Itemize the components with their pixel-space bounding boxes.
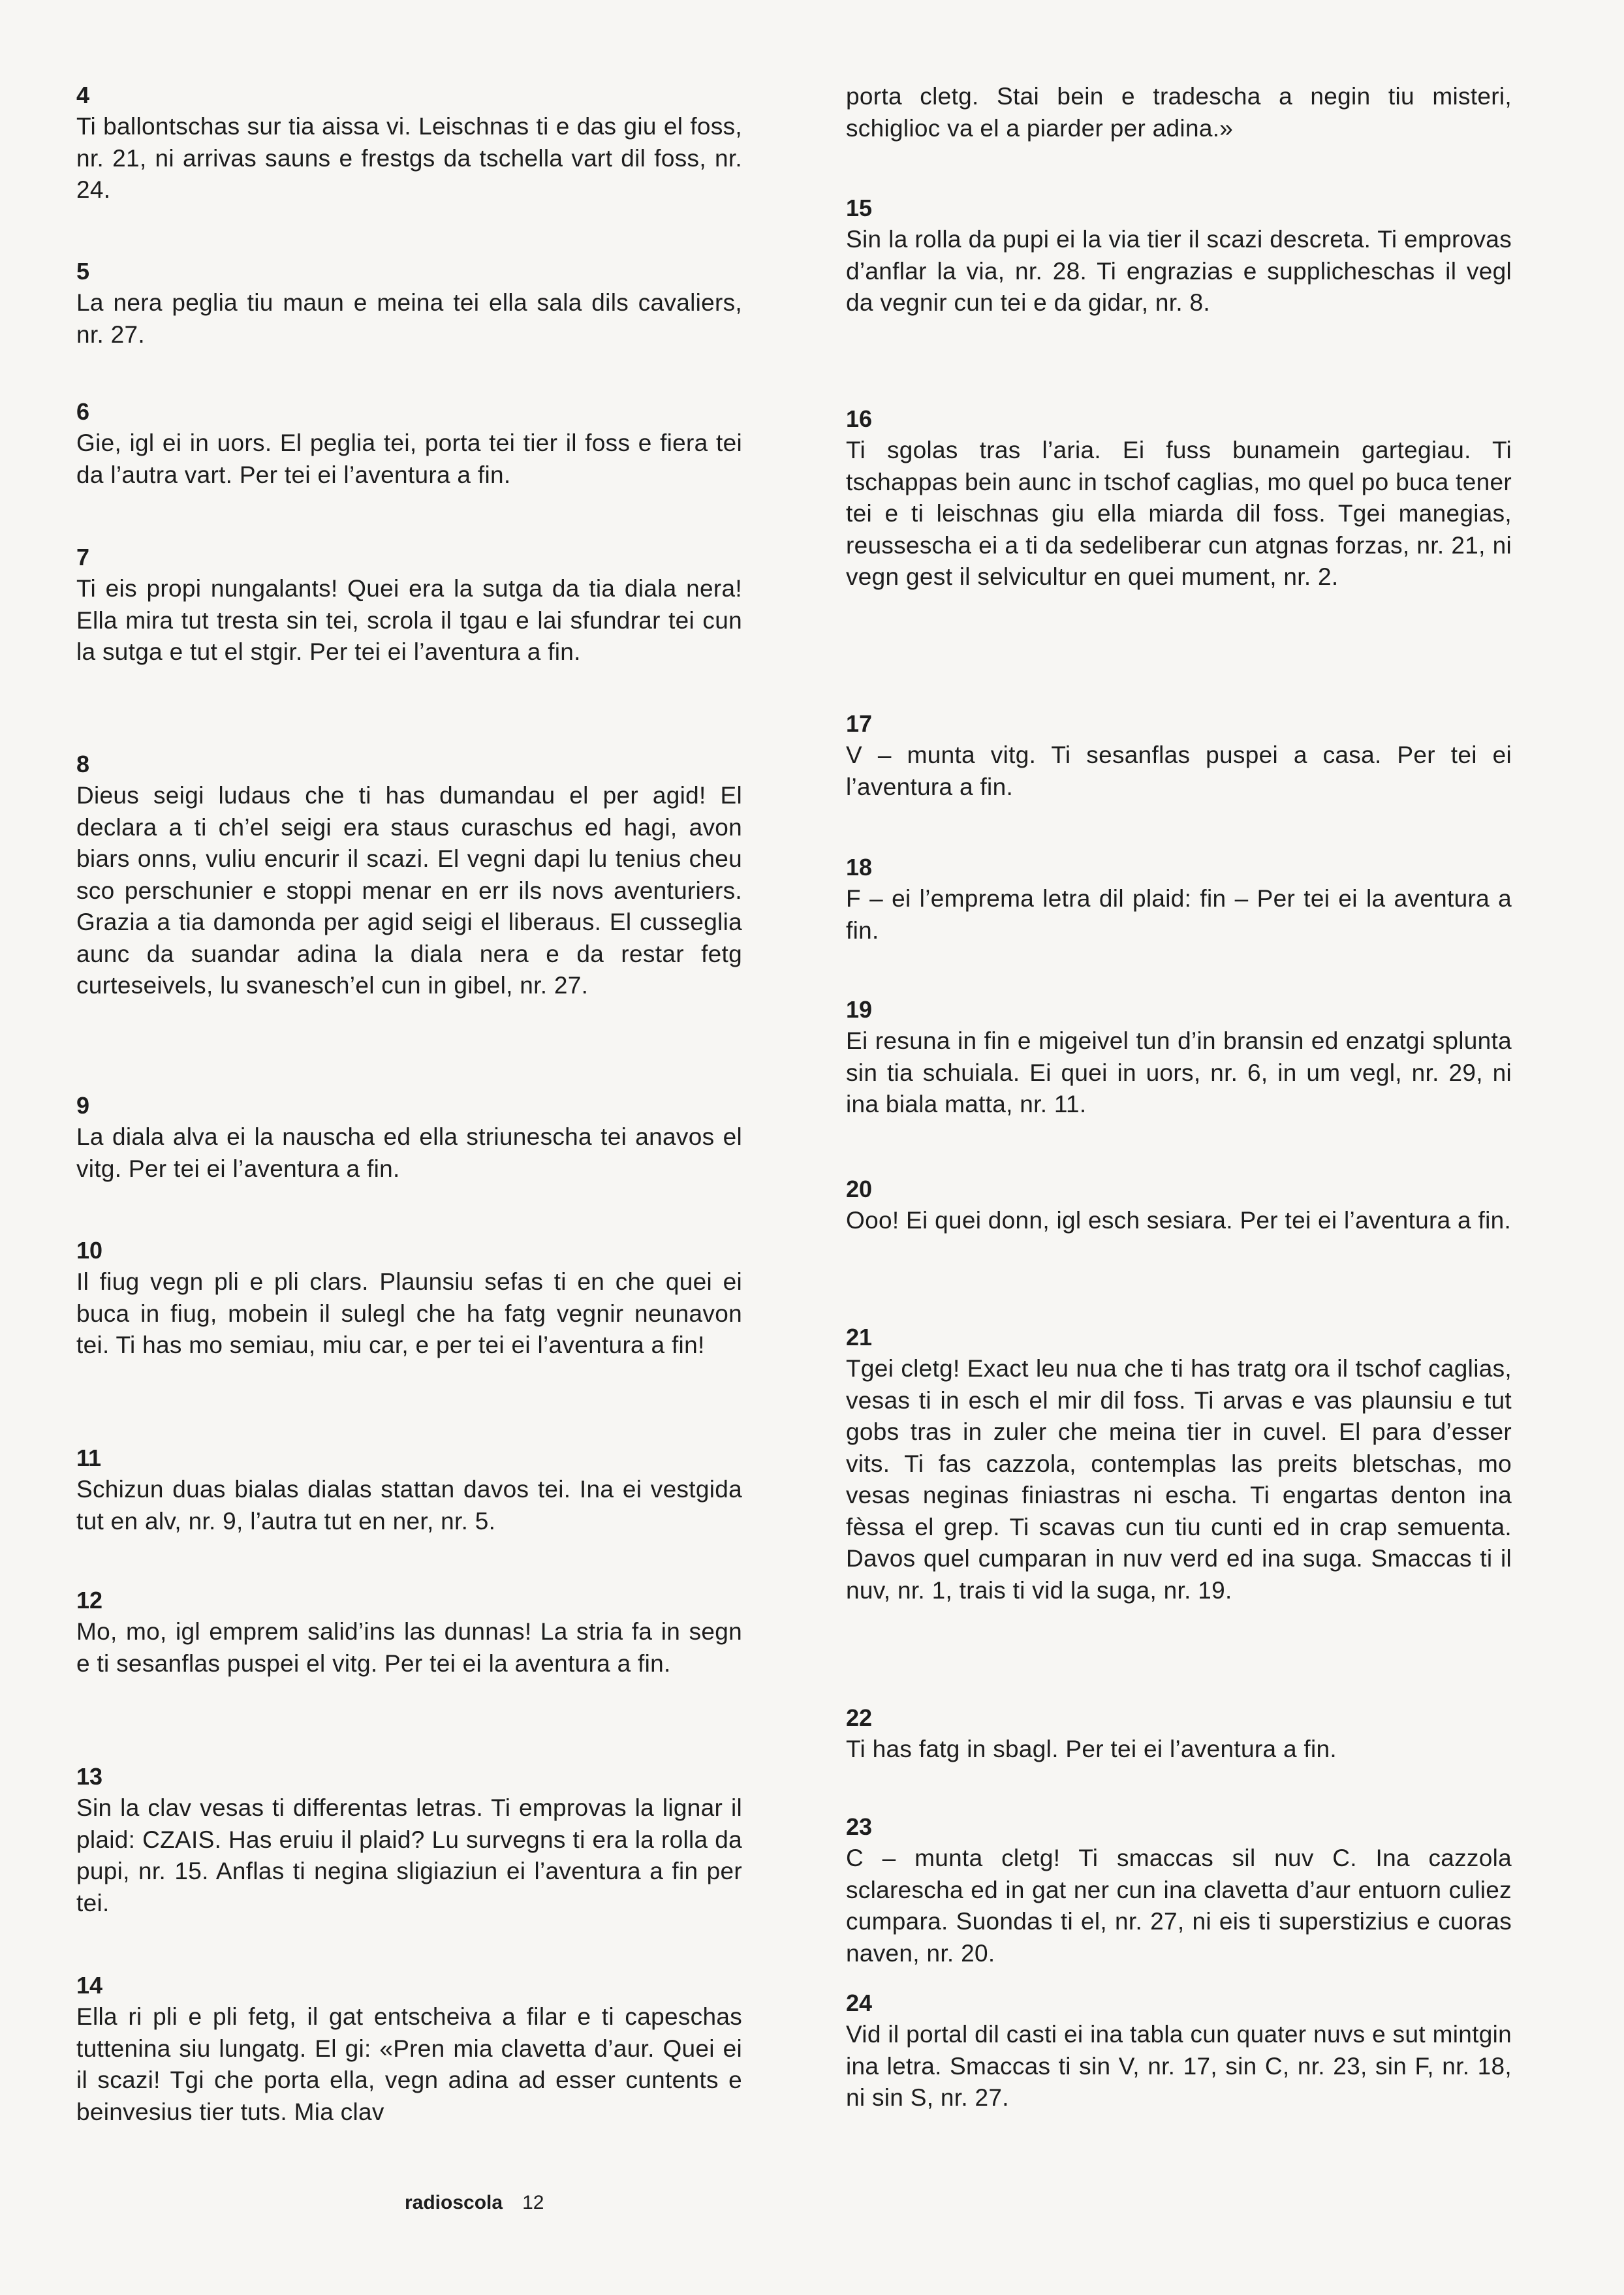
entry-text: V – munta vitg. Ti sesanflas puspei a casa. Per tei ei l’aventura a fin.: [846, 742, 1512, 800]
entry-text: Vid il portal dil casti ei ina tabla cun quater nuvs e sut mintgin ina letra. Smaccas ti sin V, nr. 17, sin C, nr. 23, sin F, nr. 18, ni sin S, nr. 27.: [846, 2021, 1512, 2111]
entry-text: Sin la clav vesas ti differentas letras. Ti emprovas la lignar il plaid: CZAIS. Has eruiu il plaid? Lu survegns ti era la rolla da pupi, nr. 15. Anflas ti negina sligiaziun ei l’aventura a fin per tei.: [76, 1794, 742, 1916]
entry-text: Ti sgolas tras l’aria. Ei fuss bunamein gartegiau. Ti tschappas bein aunc in tschof caglias, mo quel po buca tener tei e ti leischnas giu ella miarda dil foss. Tgei manegias, reussescha ei a ti da sedeliberar cun atgnas forzas, nr. 21, ni vegn gest il selvicultur en quei mument, nr. 2.: [846, 437, 1512, 590]
entry-text: Tgei cletg! Exact leu nua che ti has tratg ora il tschof caglias, vesas ti in esch el mir dil foss. Ti arvas e vas plaunsiu e tut gobs tras in zuler che meina tier in cuvel. El para d’esser vits. Ti fas cazzola, contemplas las preits bletschas, mo vesas neginas finiastras ni escha. Ti engartas denton ina fèssa el grep. Ti scavas cun tiu cunti ed in crap semuenta. Davos quel cumparan in nuv verd ed ina suga. Smaccas ti il nuv, nr. 1, trais ti vid la suga, nr. 19.: [846, 1355, 1512, 1604]
entry-8: [76, 749, 742, 1002]
entry-number: 15: [846, 195, 873, 221]
entry-text: Dieus seigi ludaus che ti has dumandau el per agid! El declara a ti ch’el seigi era staus curaschus ed hagi, avon biars onns, vuliu encurir il scazi. El vegni dapi lu tenius cheu sco perschunier e stoppi menar en err ils novs aventuriers. Grazia a tia damonda per agid seigi el liberaus. El cusseglia aunc da suandar adina la diala nera e da restar fetg curteseivels, lu svanesch’el cun in gibel, nr. 27.: [76, 782, 742, 999]
entry-number: 12: [76, 1587, 103, 1614]
entry-text: F – ei l’emprema letra dil plaid: fin – Per tei ei la aventura a fin.: [846, 885, 1512, 944]
footer-brand: radioscola: [405, 2192, 503, 2213]
entry-17: [846, 708, 1512, 803]
entry-7: [76, 542, 742, 668]
entry-number: 16: [846, 405, 873, 432]
entry-text: Schizun duas bialas dialas stattan davos tei. Ina ei vestgida tut en alv, nr. 9, l’autra tut en ner, nr. 5.: [76, 1476, 742, 1535]
entry-number: 11: [76, 1444, 102, 1471]
entry-23: [846, 1811, 1512, 1969]
entry-text: Sin la rolla da pupi ei la via tier il scazi descreta. Ti emprovas d’anflar la via, nr. 28. Ti engrazias e supplicheschas il vegl da vegnir cun tei e da gidar, nr. 8.: [846, 226, 1512, 316]
entry-text: Gie, igl ei in uors. El peglia tei, porta tei tier il foss e fiera tei da l’autra vart. Per tei ei l’aventura a fin.: [76, 429, 742, 488]
entry-number: 8: [76, 751, 90, 777]
entry-text: Ella ri pli e pli fetg, il gat entscheiva a filar e ti capeschas tuttenina siu lungatg. El gi: «Pren mia clavetta d’aur. Quei ei il scazi! Tgi che porta ella, vegn adina ad esser cuntents e beinvesius tier tuts. Mia clav: [76, 2003, 742, 2125]
entry-number: 24: [846, 1990, 873, 2016]
entry-24: [846, 1988, 1512, 2114]
page-footer: [405, 2192, 544, 2214]
entry-text: Ei resuna in fin e migeivel tun d’in bransin ed enzatgi splunta sin tia schuiala. Ei quei in uors, nr. 6, in um vegl, nr. 29, ni ina biala matta, nr. 11.: [846, 1027, 1512, 1117]
entry-text: Mo, mo, igl emprem salid’ins las dunnas! La stria fa in segn e ti sesanflas puspei el vitg. Per tei ei la aventura a fin.: [76, 1618, 742, 1677]
entry-22: [846, 1702, 1512, 1766]
entry-number: 18: [846, 854, 873, 881]
entry-text: La diala alva ei la nauscha ed ella striunescha tei anavos el vitg. Per tei ei l’aventura a fin.: [76, 1123, 742, 1182]
entry-number: 6: [76, 398, 90, 425]
entry-number: 22: [846, 1704, 873, 1731]
entry-16: [846, 403, 1512, 593]
entry-4: [76, 80, 742, 206]
entry-number: 14: [76, 1972, 103, 1999]
entry-text: C – munta cletg! Ti smaccas sil nuv C. Ina cazzola sclarescha ed in gat ner cun ina clavetta d’aur entuorn culiez cumpara. Suondas ti el, nr. 27, ni eis ti superstizius e cuoras naven, nr. 20.: [846, 1845, 1512, 1967]
entry-5: [76, 256, 742, 351]
entry-text: Ti ballontschas sur tia aissa vi. Leischnas ti e das giu el foss, nr. 21, ni arrivas sauns e frestgs da tschella vart dil foss, nr. 24.: [76, 113, 742, 203]
entry-number: 9: [76, 1092, 90, 1119]
entry-text: Ti has fatg in sbagl. Per tei ei l’aventura a fin.: [846, 1736, 1337, 1762]
entry-text: Ti eis propi nungalants! Quei era la sutga da tia diala nera! Ella mira tut tresta sin tei, scrola il tgau e lai sfundrar tei cun la sutga e tut el stgir. Per tei ei l’aventura a fin.: [76, 575, 742, 665]
entry-number: 21: [846, 1324, 873, 1350]
entry-20: [846, 1174, 1512, 1237]
entry-14: [76, 1970, 742, 2128]
entry-14-continued: [846, 81, 1512, 144]
entry-text: La nera peglia tiu maun e meina tei ella sala dils cavaliers, nr. 27.: [76, 289, 742, 348]
entry-number: 19: [846, 996, 873, 1023]
entry-number: 17: [846, 710, 873, 737]
entry-number: 5: [76, 258, 90, 285]
entry-10: [76, 1235, 742, 1362]
entry-text: Il fiug vegn pli e pli clars. Plaunsiu sefas ti en che quei ei buca in fiug, mobein il sulegl che ha fatg vegnir neunavon tei. Ti has mo semiau, miu car, e per tei ei l’aventura a fin!: [76, 1268, 742, 1358]
entry-number: 4: [76, 82, 90, 108]
entry-21: [846, 1322, 1512, 1606]
entry-number: 23: [846, 1813, 873, 1840]
entry-18: [846, 852, 1512, 946]
entry-13: [76, 1761, 742, 1919]
entry-6: [76, 396, 742, 491]
entry-text: Ooo! Ei quei donn, igl esch sesiara. Per tei ei l’aventura a fin.: [846, 1207, 1512, 1234]
entry-19: [846, 994, 1512, 1121]
page-number: 12: [522, 2192, 544, 2213]
entry-text: porta cletg. Stai bein e tradescha a negin tiu misteri, schiglioc va el a piarder per adina.»: [846, 83, 1512, 142]
entry-number: 10: [76, 1237, 103, 1264]
entry-number: 13: [76, 1763, 103, 1790]
entry-11: [76, 1443, 742, 1537]
entry-number: 20: [846, 1176, 873, 1202]
entry-9: [76, 1090, 742, 1185]
entry-number: 7: [76, 544, 90, 570]
entry-15: [846, 193, 1512, 319]
entry-12: [76, 1585, 742, 1679]
